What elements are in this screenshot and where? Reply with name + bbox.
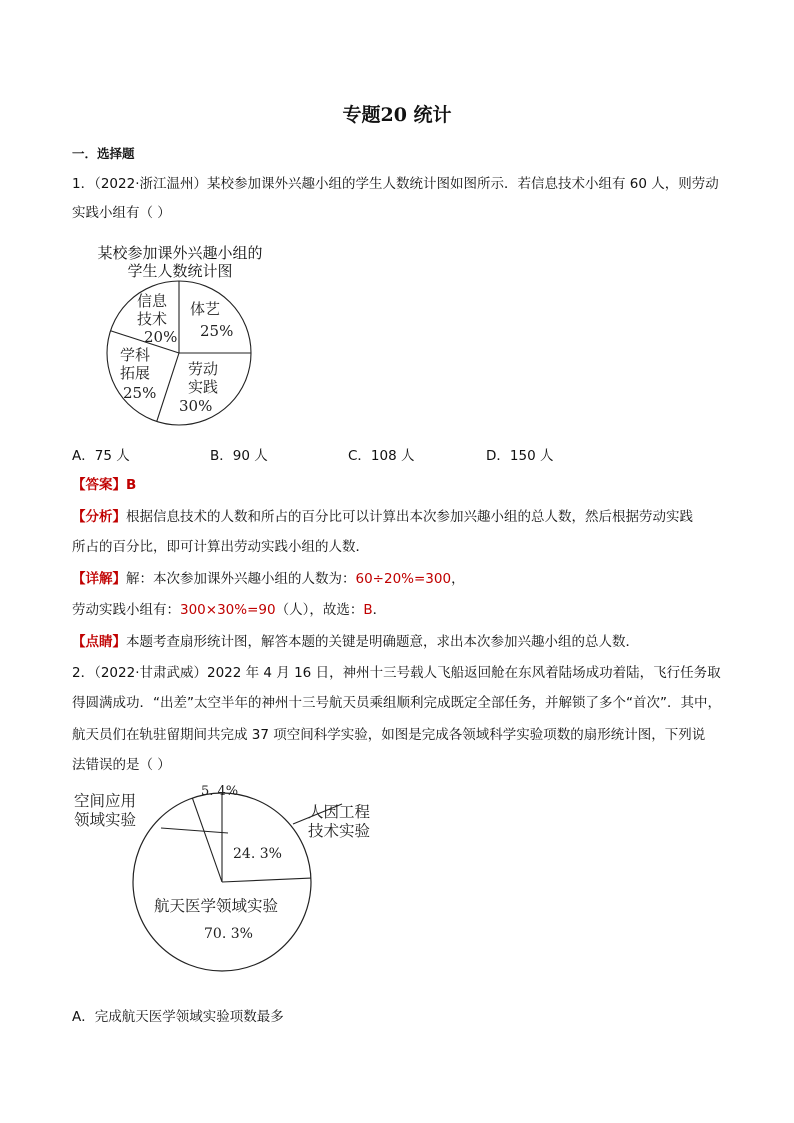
detail-text-1: 解：本次参加课外兴趣小组的人数为： xyxy=(126,571,356,587)
answer-tag: 【答案】 xyxy=(72,477,126,493)
q1-stem-line1: 1．（2022·浙江温州）某校参加课外兴趣小组的学生人数统计图如图所示．若信息技术小组有 60 人，则劳动 xyxy=(72,176,719,192)
section-heading: 一．选择题 xyxy=(72,146,135,161)
chart2-pct-space: 5. 4% xyxy=(201,784,239,799)
chart1-label-xinxi-2: 技术 xyxy=(137,310,168,328)
chart1-slice-boundary-2 xyxy=(157,353,179,421)
detail-expr-2: 300×30%=90 xyxy=(180,602,276,618)
comment-tag: 【点睛】 xyxy=(72,634,126,650)
q1-stem-line2: 实践小组有（ ） xyxy=(72,205,171,221)
detail-answer: B xyxy=(363,602,373,618)
chart2-pct-human: 24. 3% xyxy=(233,846,282,862)
chart1-label-laodong-1: 劳动 xyxy=(188,360,219,378)
chart1-label-laodong-2: 实践 xyxy=(188,378,219,396)
q2-stem-line2: 得圆满成功．“出差”太空半年的神州十三号航天员乘组顺利完成既定全部任务，并解锁了多个“首次”．其中， xyxy=(72,695,721,711)
detail-text-2-end: ． xyxy=(372,602,387,618)
q2-stem-line1: 2．（2022·甘肃武威）2022 年 4 月 16 日，神州十三号载人飞船返回舱在东风着陆场成功着陆，飞行任务取 xyxy=(72,665,721,681)
chart1-pct-laodong: 30% xyxy=(179,397,213,415)
q1-answer xyxy=(72,475,732,495)
chart2-slice-boundary-1 xyxy=(222,878,311,882)
chart2-pct-medicine: 70. 3% xyxy=(204,926,253,942)
chart2-slice-boundary-2 xyxy=(192,798,222,882)
page-title: 专题20 统计 xyxy=(342,104,452,126)
q1-analysis-line2: 所占的百分比，即可计算出劳动实践小组的人数． xyxy=(72,539,369,555)
chart1-title xyxy=(80,244,280,280)
chart1-pct-xinxi: 20% xyxy=(144,328,178,346)
chart1-title-line2: 学生人数统计图 xyxy=(127,262,233,280)
chart2-pie xyxy=(70,778,400,978)
chart1-title-line1: 某校参加课外兴趣小组的 xyxy=(97,244,263,262)
detail-tag: 【详解】 xyxy=(72,571,126,587)
comment-text: 本题考查扇形统计图，解答本题的关键是明确题意，求出本次参加兴趣小组的总人数． xyxy=(126,634,639,650)
q2-option-a: A．完成航天医学领域实验项数最多 xyxy=(72,1009,284,1025)
q1-detail-line1 xyxy=(72,569,732,589)
q1-option-b: B．90 人 xyxy=(210,448,268,464)
q1-detail-line2 xyxy=(72,600,732,620)
chart2-label-human-1: 人因工程 xyxy=(308,803,371,821)
chart2-label-medicine: 航天医学领域实验 xyxy=(154,897,279,915)
detail-text-2: 劳动实践小组有： xyxy=(72,602,180,618)
detail-text-2-mid: （人），故选： xyxy=(275,602,364,618)
chart1-label-xueke-2: 拓展 xyxy=(120,364,151,382)
analysis-text-1: 根据信息技术的人数和所占的百分比可以计算出本次参加兴趣小组的总人数，然后根据劳动实践 xyxy=(126,509,693,525)
q1-option-c: C．108 人 xyxy=(348,448,415,464)
detail-text-1-end: ， xyxy=(451,571,465,587)
q1-comment xyxy=(72,632,732,652)
chart1-label-tiyi: 体艺 xyxy=(190,300,221,318)
chart2-leader-space xyxy=(161,828,228,833)
q1-analysis-line1 xyxy=(72,507,732,527)
q1-option-d: D．150 人 xyxy=(486,448,554,464)
q2-stem-line4: 法错误的是（ ） xyxy=(72,757,171,773)
detail-expr-1: 60÷20%=300 xyxy=(355,571,452,587)
analysis-tag: 【分析】 xyxy=(72,509,126,525)
chart2-label-space-2: 领域实验 xyxy=(74,811,137,829)
chart1-label-xinxi-1: 信息 xyxy=(137,292,168,310)
chart2-label-space-1: 空间应用 xyxy=(74,792,137,810)
chart1-pct-tiyi: 25% xyxy=(200,322,234,340)
chart1-pie xyxy=(95,276,265,426)
chart1-pct-xueke: 25% xyxy=(123,384,157,402)
chart2-label-human-2: 技术实验 xyxy=(308,822,371,840)
q1-option-a: A．75 人 xyxy=(72,448,130,464)
answer-value: B xyxy=(126,477,137,493)
chart1-label-xueke-1: 学科 xyxy=(120,346,151,364)
q2-stem-line3: 航天员们在轨驻留期间共完成 37 项空间科学实验，如图是完成各领域科学实验项数的扇形统计图，下列说 xyxy=(72,727,706,743)
